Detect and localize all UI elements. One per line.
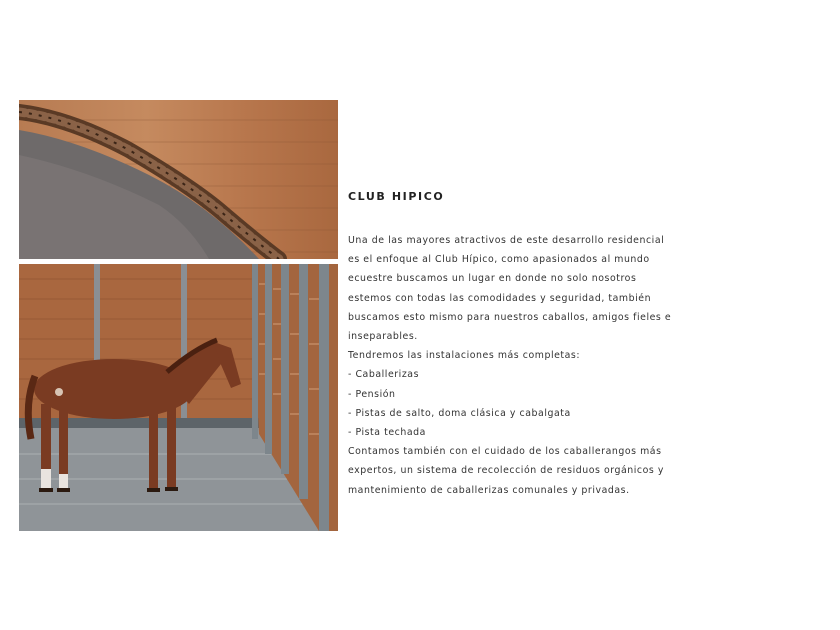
braided-mane-photo (19, 100, 338, 259)
facilities-intro: Tendremos las instalaciones más completas: (348, 350, 581, 362)
list-item: - Pistas de salto, doma clásica y cabalgata (348, 407, 571, 419)
section-title: CLUB HIPICO (348, 190, 445, 203)
intro-paragraph: Una de las mayores atractivos de este desarrollo residencial es el enfoque al Club Hípico, como apasionados al mundo ecuestre buscamos un lugar en donde no solo nosotros estemos con todas las comodidades y seguridad, también buscamos esto mismo para nuestros caballos, amigos fieles e inseparables. (348, 235, 672, 343)
list-item: - Caballerizas (348, 369, 420, 381)
section-body (348, 231, 678, 500)
list-item: - Pensión (348, 388, 396, 400)
facilities-list (348, 365, 678, 442)
list-item: - Pista techada (348, 427, 426, 439)
closing-paragraph: Contamos también con el cuidado de los caballerangos más expertos, un sistema de recolección de residuos orgánicos y mantenimiento de caballerizas comunales y privadas. (348, 446, 664, 496)
horse-stable-photo (19, 264, 338, 531)
